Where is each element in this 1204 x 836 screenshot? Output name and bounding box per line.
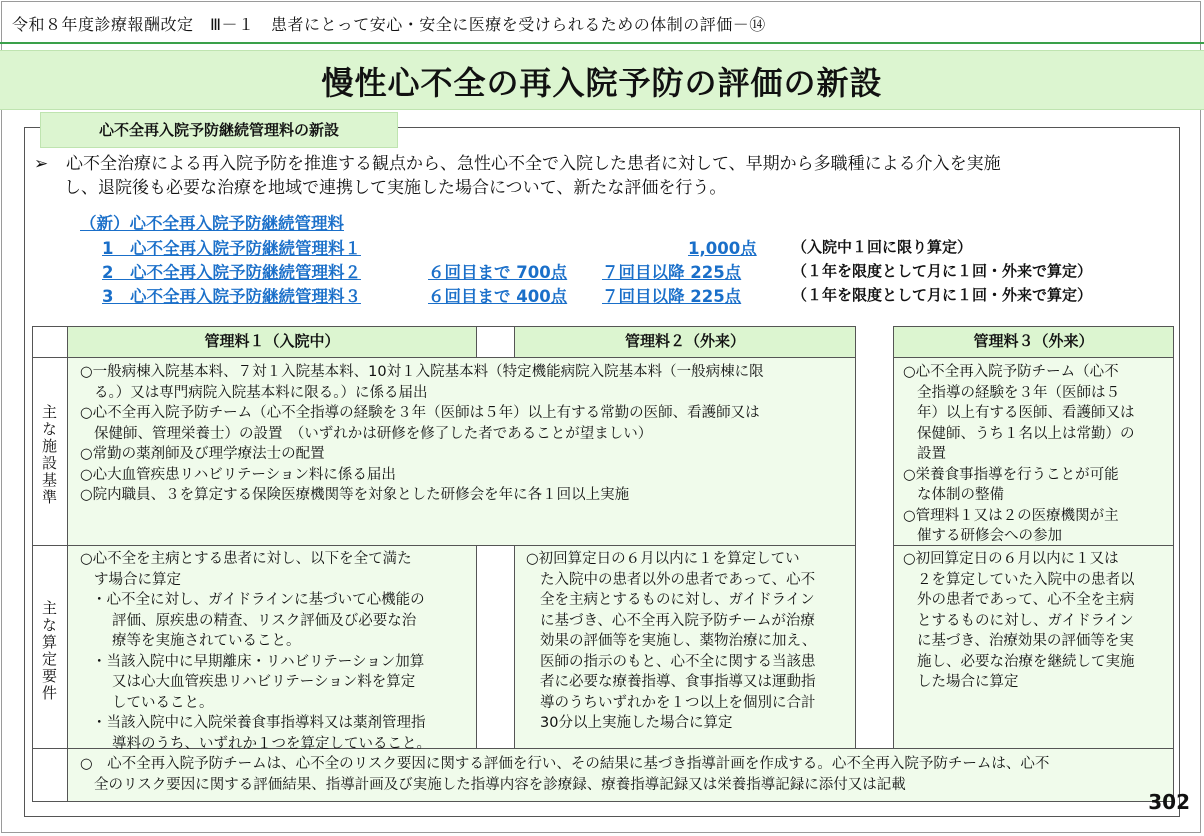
calc2-line: 者に必要な療養指導、食事指導又は運動指	[540, 674, 816, 690]
facility3-line: 年）以上有する医師、看護師又は	[917, 405, 1135, 421]
calc3-line: 施し、必要な治療を継続して実施	[917, 653, 1135, 670]
calc1-line: す場合に算定	[94, 571, 181, 588]
facility3-line: な体制の整備	[917, 487, 1004, 503]
fee-row2-label: 2 心不全再入院予防継続管理料２	[102, 263, 361, 282]
section-tab: 心不全再入院予防継続管理料の新設	[40, 112, 398, 148]
table-header-col3: 管理料３（外来）	[893, 326, 1174, 358]
calc1-line: ・心不全に対し、ガイドラインに基づいて心機能の	[92, 592, 425, 608]
fee-row2-points-first: ６回目まで 700点	[428, 263, 568, 282]
facility3-line: 全指導の経験を３年（医師は５	[917, 384, 1120, 401]
calc1-line: 又は心大血管疾患リハビリテーション料を算定	[112, 674, 416, 690]
row-label-common-cell	[32, 748, 68, 802]
calc2-line: ○初回算定日の６月以内に１を算定してい	[526, 551, 800, 567]
calc1-line: していること。	[112, 694, 214, 711]
facility-line: ○一般病棟入院基本料、７対１入院基本料、10対１入院基本料（特定機能病院入院基本料（一般病棟に限	[80, 364, 764, 380]
table-corner	[32, 326, 68, 358]
calc3-line: とするものに対し、ガイドライン	[917, 612, 1134, 629]
calc2-line: に基づき、心不全再入院予防チームが治療	[540, 612, 815, 629]
facility-line: ○心大血管疾患リハビリテーション料に係る届出	[80, 466, 396, 483]
calc2-line: 30分以上実施した場合に算定	[540, 715, 733, 731]
calc1-line: ・当該入院中に早期離床・リハビリテーション加算	[92, 653, 425, 670]
table-header-gap	[476, 326, 515, 358]
facility3-line: ○栄養食事指導を行うことが可能	[903, 466, 1119, 483]
calc3-line: ２を算定していた入院中の患者以	[917, 571, 1135, 588]
calc1-line: 導料のうち、いずれか１つを算定していること。	[112, 735, 431, 752]
facility3-line: 催する研修会への参加	[917, 528, 1062, 544]
calc-text-1	[80, 549, 475, 754]
facility-text-1-2	[80, 362, 850, 506]
fee-row1-note: （入院中１回に限り算定）	[792, 238, 973, 256]
page-number: 302	[1148, 790, 1190, 814]
facility3-line: 保健師、うち１名以上は常勤）の	[917, 425, 1135, 442]
fee-row3-note: （１年を限度として月に１回・外来で算定）	[792, 286, 1093, 304]
calc2-line: 導のうちいずれかを１つ以上を個別に合計	[540, 694, 816, 711]
row-label-facility: 主な施設基準	[40, 404, 58, 506]
calc3-line: に基づき、治療効果の評価等を実	[917, 633, 1134, 649]
calc3-line: ○初回算定日の６月以内に１又は	[903, 551, 1119, 567]
page-header: 令和８年度診療報酬改定 Ⅲ－１ 患者にとって安心・安全に医療を受けられるための体制の評価－⑭	[12, 15, 766, 34]
calc-text-2	[526, 549, 852, 734]
bullet-arrow-icon: ➢	[34, 154, 49, 174]
calc2-line: 医師の指示のもと、心不全に関する当該患	[540, 653, 816, 670]
fee-row3-points-first: ６回目まで 400点	[428, 287, 568, 306]
fee-row2-note: （１年を限度として月に１回・外来で算定）	[792, 262, 1093, 280]
calc1-line: 評価、原疾患の精査、リスク評価及び必要な治	[112, 612, 417, 629]
table-header-col1: 管理料１（入院中）	[67, 326, 477, 358]
facility-line: 保健師、管理栄養士）の設置 （いずれかは研修を修了した者であることが望ましい）	[94, 425, 653, 442]
facility-line: ○心不全再入院予防チーム（心不全指導の経験を３年（医師は５年）以上有する常勤の医師、看護師又は	[80, 405, 760, 421]
common-line: 全のリスク要因に関する評価結果、指導計画及び実施した指導内容を診療録、療養指導記録又は栄養指導記録に添付又は記載	[94, 776, 906, 793]
facility3-line: 設置	[917, 446, 946, 462]
fee-heading: （新）心不全再入院予防継続管理料	[80, 214, 344, 233]
fee-row3-points-later: ７回目以降 225点	[602, 287, 742, 306]
facility-line: ○院内職員、３を算定する保険医療機関等を対象とした研修会を年に各１回以上実施	[80, 487, 630, 503]
calc1-line: ・当該入院中に入院栄養食事指導料又は薬剤管理指	[92, 715, 426, 731]
page-title: 慢性心不全の再入院予防の評価の新設	[321, 64, 883, 102]
fee-row3-label: 3 心不全再入院予防継続管理料３	[102, 287, 361, 306]
calc1-line: ○心不全を主病とする患者に対し、以下を全て満た	[80, 551, 412, 567]
calc2-line: た入院中の患者以外の患者であって、心不	[540, 571, 816, 588]
calc2-line: 全を主病とするものに対し、ガイドライン	[540, 592, 815, 608]
calc2-line: 効果の評価等を実施し、薬物治療に加え、	[540, 633, 817, 649]
facility3-line: ○心不全再入院予防チーム（心不	[903, 364, 1119, 380]
calc3-line: 外の患者であって、心不全を主病	[917, 592, 1135, 608]
row-label-calc: 主な算定要件	[40, 600, 58, 702]
facility-line: ○常勤の薬剤師及び理学療法士の配置	[80, 446, 325, 462]
intro-paragraph	[30, 152, 1175, 200]
fee-row1-label: 1 心不全再入院予防継続管理料１	[102, 239, 361, 258]
fee-row2-points-later: ７回目以降 225点	[602, 263, 742, 282]
common-line: ○ 心不全再入院予防チームは、心不全のリスク要因に関する評価を行い、その結果に基づき指導計画を作成する。心不全再入院予防チームは、心不	[80, 756, 1050, 772]
common-text	[80, 754, 1170, 795]
calc3-line: した場合に算定	[917, 674, 1019, 690]
fee-row1-points: 1,000点	[688, 239, 757, 258]
table-header-col2: 管理料２（外来）	[514, 326, 856, 358]
facility-text-3	[903, 362, 1169, 547]
calc-gap	[476, 545, 515, 749]
facility3-line: ○管理料１又は２の医療機関が主	[903, 507, 1119, 524]
intro-line-2: し、退院後も必要な治療を地域で連携して実施した場合について、新たな評価を行う。	[64, 178, 727, 198]
calc1-line: 療等を実施されていること。	[112, 633, 301, 649]
intro-line-1: 心不全治療による再入院予防を推進する観点から、急性心不全で入院した患者に対して、早期から多職種による介入を実施	[66, 154, 1001, 174]
calc-text-3	[903, 549, 1169, 693]
facility-line: る。）又は専門病院入院基本料に限る。）に係る届出	[94, 384, 428, 401]
header-rule	[0, 42, 1204, 44]
